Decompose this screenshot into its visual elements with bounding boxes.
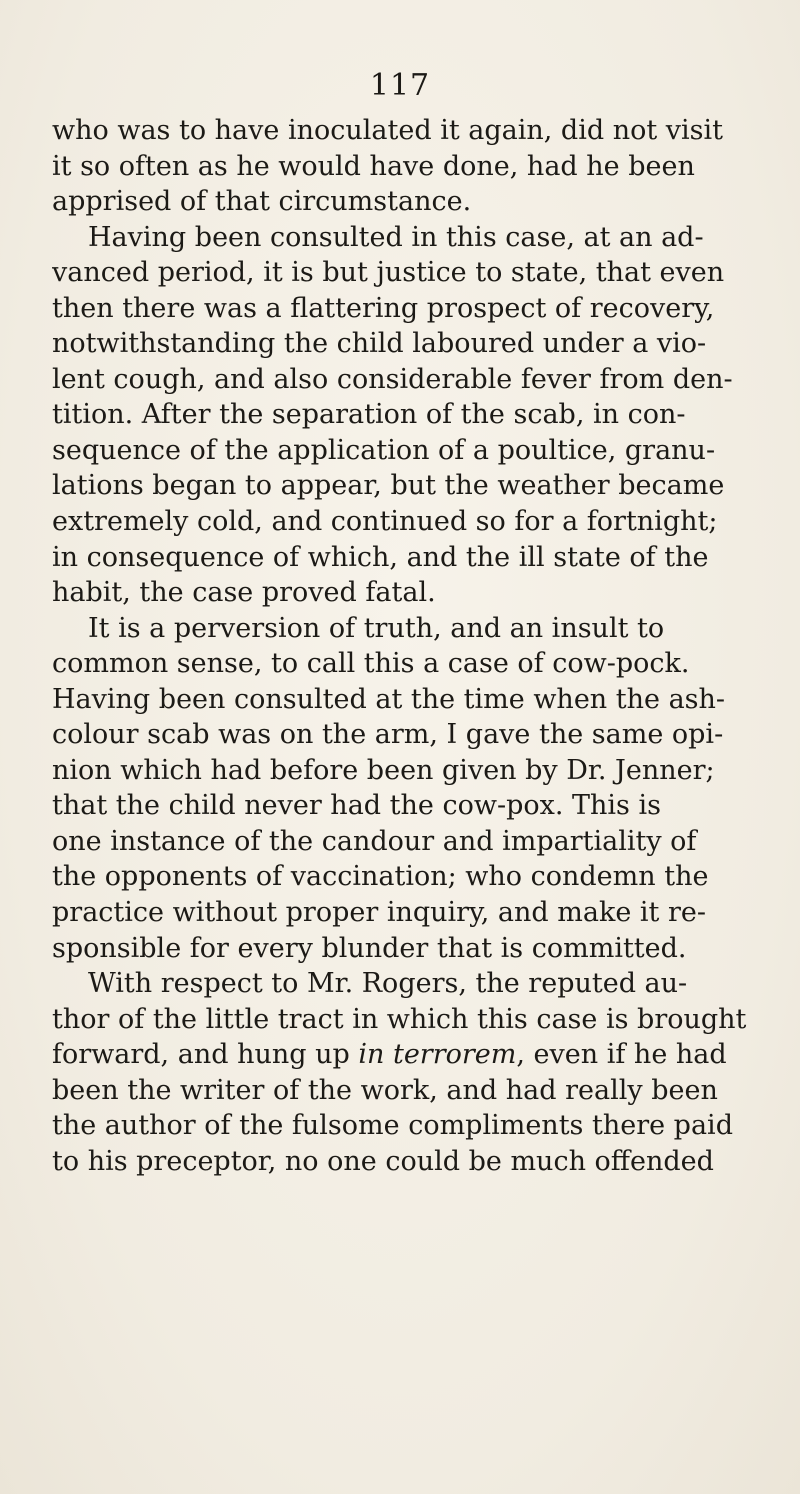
text-line <box>52 468 752 504</box>
text-segment: in consequence of which, and the ill state of the <box>52 541 709 573</box>
text-line <box>52 931 752 967</box>
text-line <box>52 149 752 185</box>
text-segment: common sense, to call this a case of cow-pock. <box>52 648 690 680</box>
text-line <box>52 326 752 362</box>
text-segment: apprised of that circumstance. <box>52 186 472 218</box>
text-segment: nion which had before been given by Dr. Jenner; <box>52 754 715 786</box>
text-line <box>52 788 752 824</box>
text-segment: tition. After the separation of the scab, in con- <box>52 399 686 431</box>
text-line <box>52 220 752 256</box>
text-line <box>52 753 752 789</box>
text-segment: who was to have inoculated it again, did not visit <box>52 115 724 146</box>
text-segment: colour scab was on the arm, I gave the same opi- <box>52 719 724 751</box>
text-segment: forward, and hung up <box>52 1039 359 1071</box>
italic-phrase: in terrorem <box>358 1039 517 1071</box>
text-segment: sponsible for every blunder that is committed. <box>52 932 687 964</box>
text-segment: the author of the fulsome compliments there paid <box>52 1110 733 1142</box>
text-line <box>52 1073 752 1109</box>
text-segment: notwithstanding the child laboured under a vio- <box>52 328 707 360</box>
text-line <box>52 575 752 611</box>
text-line <box>52 717 752 753</box>
text-segment: lations began to appear, but the weather became <box>52 470 725 502</box>
text-line <box>52 1144 752 1180</box>
text-segment: it so often as he would have done, had he been <box>52 150 695 182</box>
text-segment: Having been consulted at the time when the ash- <box>52 683 726 715</box>
text-segment: to his preceptor, no one could be much offended <box>52 1145 714 1177</box>
text-line <box>52 824 752 860</box>
text-line <box>52 362 752 398</box>
text-segment: thor of the little tract in which this case is brought <box>52 1003 747 1035</box>
text-segment: , even if he had <box>516 1039 727 1071</box>
text-line <box>52 1037 752 1073</box>
text-line <box>52 433 752 469</box>
text-line <box>52 646 752 682</box>
text-segment: vanced period, it is but justice to state, that even <box>52 257 725 289</box>
text-line <box>52 859 752 895</box>
text-line <box>52 966 752 1002</box>
text-segment: habit, the case proved fatal. <box>52 577 436 609</box>
body-text <box>52 113 752 1179</box>
text-line <box>52 504 752 540</box>
text-segment: then there was a flattering prospect of recovery, <box>52 292 715 324</box>
text-segment: extremely cold, and continued so for a fortnight; <box>52 506 718 538</box>
text-segment: been the writer of the work, and had really been <box>52 1074 718 1106</box>
text-line <box>52 540 752 576</box>
text-segment: the opponents of vaccination; who condemn the <box>52 861 709 893</box>
page-number: 117 <box>369 68 431 103</box>
text-line <box>52 895 752 931</box>
text-line <box>52 1108 752 1144</box>
text-line <box>52 682 752 718</box>
text-segment: It is a perversion of truth, and an insult to <box>88 612 665 644</box>
text-line <box>52 1002 752 1038</box>
text-segment: that the child never had the cow-pox. This is <box>52 790 661 822</box>
text-segment: With respect to Mr. Rogers, the reputed au- <box>88 968 688 1000</box>
text-segment: lent cough, and also considerable fever from den- <box>52 363 733 395</box>
text-line <box>52 255 752 291</box>
text-segment: one instance of the candour and impartiality of <box>52 825 697 857</box>
text-segment: Having been consulted in this case, at an ad- <box>88 221 704 253</box>
text-segment: practice without proper inquiry, and make it re- <box>52 897 706 929</box>
text-line <box>52 611 752 647</box>
text-line <box>52 291 752 327</box>
text-segment: sequence of the application of a poultice, granu- <box>52 434 716 466</box>
text-line <box>52 184 752 220</box>
text-line <box>52 397 752 433</box>
text-line <box>52 113 752 149</box>
